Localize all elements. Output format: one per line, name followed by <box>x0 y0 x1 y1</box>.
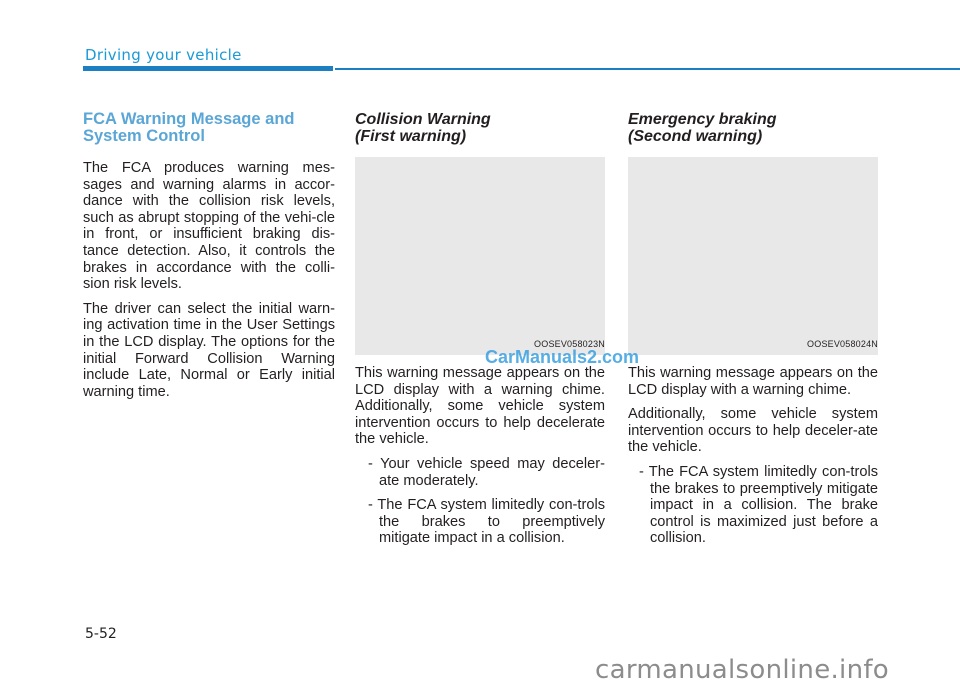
column-collision-warning <box>355 111 605 555</box>
collision-warning-heading-line2: (First warning) <box>355 128 467 145</box>
collision-warning-heading-line1: Collision Warning <box>355 111 491 128</box>
figure-code: OOSEV058023N <box>534 339 605 350</box>
emergency-braking-heading-line1: Emergency braking <box>628 111 777 128</box>
fca-heading: FCA Warning Message and System Control <box>83 110 295 145</box>
emergency-braking-heading <box>628 111 878 145</box>
figure-code: OOSEV058024N <box>807 339 878 350</box>
collision-warning-figure <box>355 157 605 355</box>
watermark: CarManuals2.com <box>485 347 640 367</box>
column-emergency-braking <box>628 111 878 555</box>
emergency-braking-paragraph-2: Additionally, some vehicle system intervention occurs to help deceler-ate the vehicle. <box>628 406 878 456</box>
footer-watermark: carmanualsonline.info <box>595 655 890 685</box>
emergency-braking-bullet-1: - The FCA system limitedly con-trols the brakes to preemptively mitigate impact in a collision. The brake control is maximized just before a collision. <box>639 463 878 547</box>
header-rule-thick <box>83 66 333 71</box>
emergency-braking-figure <box>628 157 878 355</box>
column-fca-control <box>83 111 335 408</box>
emergency-braking-heading-line2: (Second warning) <box>628 128 763 145</box>
page-number: 5-52 <box>85 626 117 642</box>
collision-warning-paragraph: This warning message appears on the LCD display with a warning chime. Additionally, some vehicle system intervention occurs to help decelerate the vehicle. <box>355 365 605 448</box>
collision-warning-bullet-1: - Your vehicle speed may deceler-ate moderately. <box>368 455 605 489</box>
section-title: Driving your vehicle <box>85 46 242 64</box>
fca-paragraph-1: The FCA produces warning mes-sages and warning alarms in accor-dance with the collision risk levels, such as abrupt stopping of the vehi-cle in front, or insufficient braking dis-tance detection. Also, it controls the brakes in accordance with the colli-sion risk levels. <box>83 160 335 293</box>
emergency-braking-paragraph-1: This warning message appears on the LCD display with a warning chime. <box>628 365 878 398</box>
collision-warning-bullet-2: - The FCA system limitedly con-trols the brakes to preemptively mitigate impact in a collision. <box>368 497 605 547</box>
header-rule-thin <box>335 68 960 70</box>
fca-paragraph-2: The driver can select the initial warn-ing activation time in the User Settings in the LCD display. The options for the initial Forward Collision Warning include Late, Normal or Early initial warning time. <box>83 300 335 400</box>
collision-warning-heading <box>355 111 605 145</box>
